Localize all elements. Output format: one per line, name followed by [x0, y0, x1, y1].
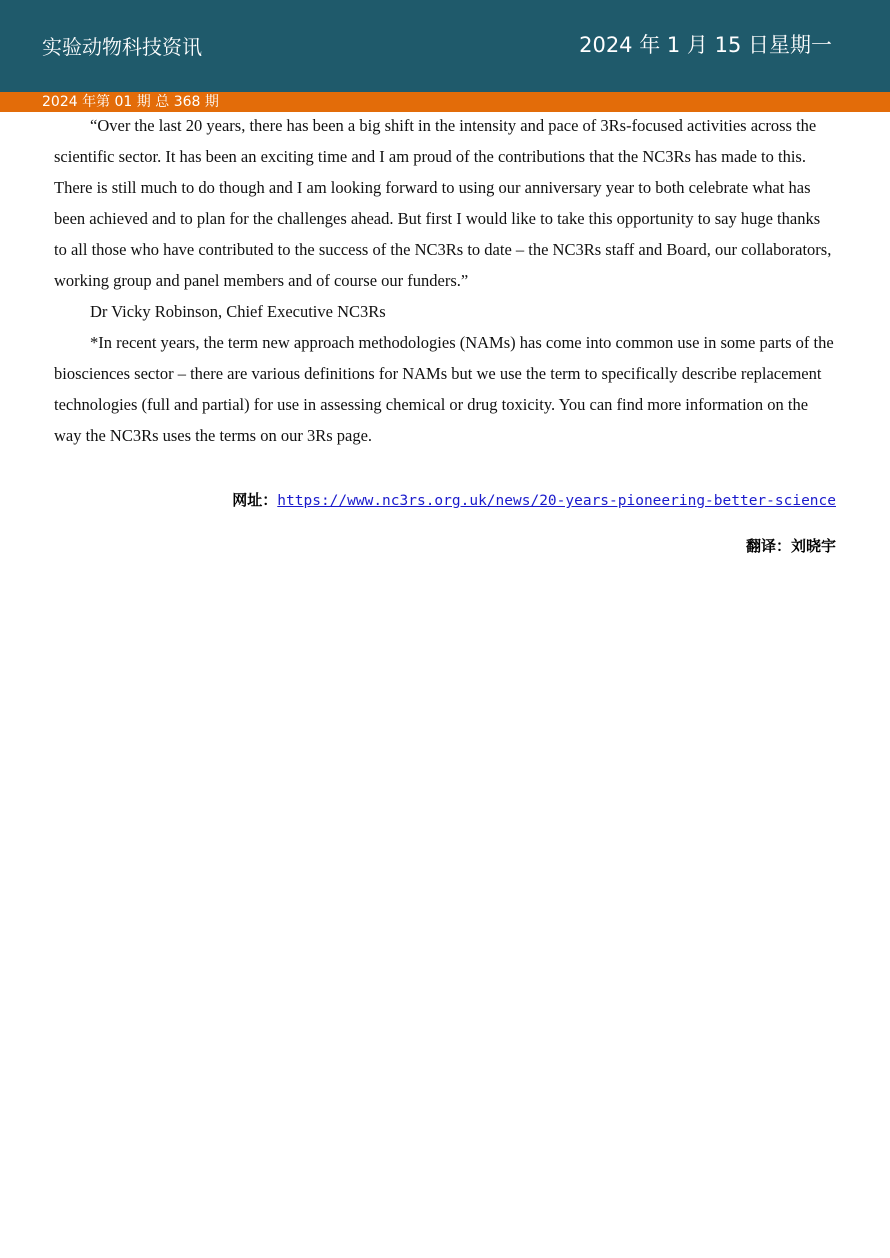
article-body [54, 110, 836, 451]
publication-date: 2024 年 1 月 15 日星期一 [579, 33, 832, 57]
page-header [0, 0, 890, 92]
issue-bar [0, 92, 890, 112]
quote-attribution: Dr Vicky Robinson, Chief Executive NC3Rs [90, 302, 386, 321]
source-link[interactable]: https://www.nc3rs.org.uk/news/20-years-pioneering-better-science [277, 493, 836, 509]
source-line [232, 488, 836, 513]
issue-number: 2024 年第 01 期 总 368 期 [42, 94, 219, 110]
publication-title: 实验动物科技资讯 [42, 35, 202, 59]
source-label: 网址： [232, 491, 278, 509]
translator-credit: 翻译：刘晓宇 [745, 537, 836, 555]
footnote-paragraph: *In recent years, the term new approach methodologies (NAMs) has come into common use in some parts of the biosciences sector – there are various definitions for NAMs but we use the term to specifically describe replacement technologies (full and partial) for use in assessing chemical or drug toxicity. You can find more information on the way the NC3Rs uses the terms on our 3Rs page. [54, 333, 834, 445]
quote-paragraph: “Over the last 20 years, there has been a big shift in the intensity and pace of 3Rs-focused activities across the scientific sector. It has been an exciting time and I am proud of the contributions that the NC3Rs has made to this. There is still much to do though and I am looking forward to using our anniversary year to both celebrate what has been achieved and to plan for the challenges ahead. But first I would like to take this opportunity to say huge thanks to all those who have contributed to the success of the NC3Rs to date – the NC3Rs staff and Board, our collaborators, working group and panel members and of course our funders.” [54, 116, 832, 290]
